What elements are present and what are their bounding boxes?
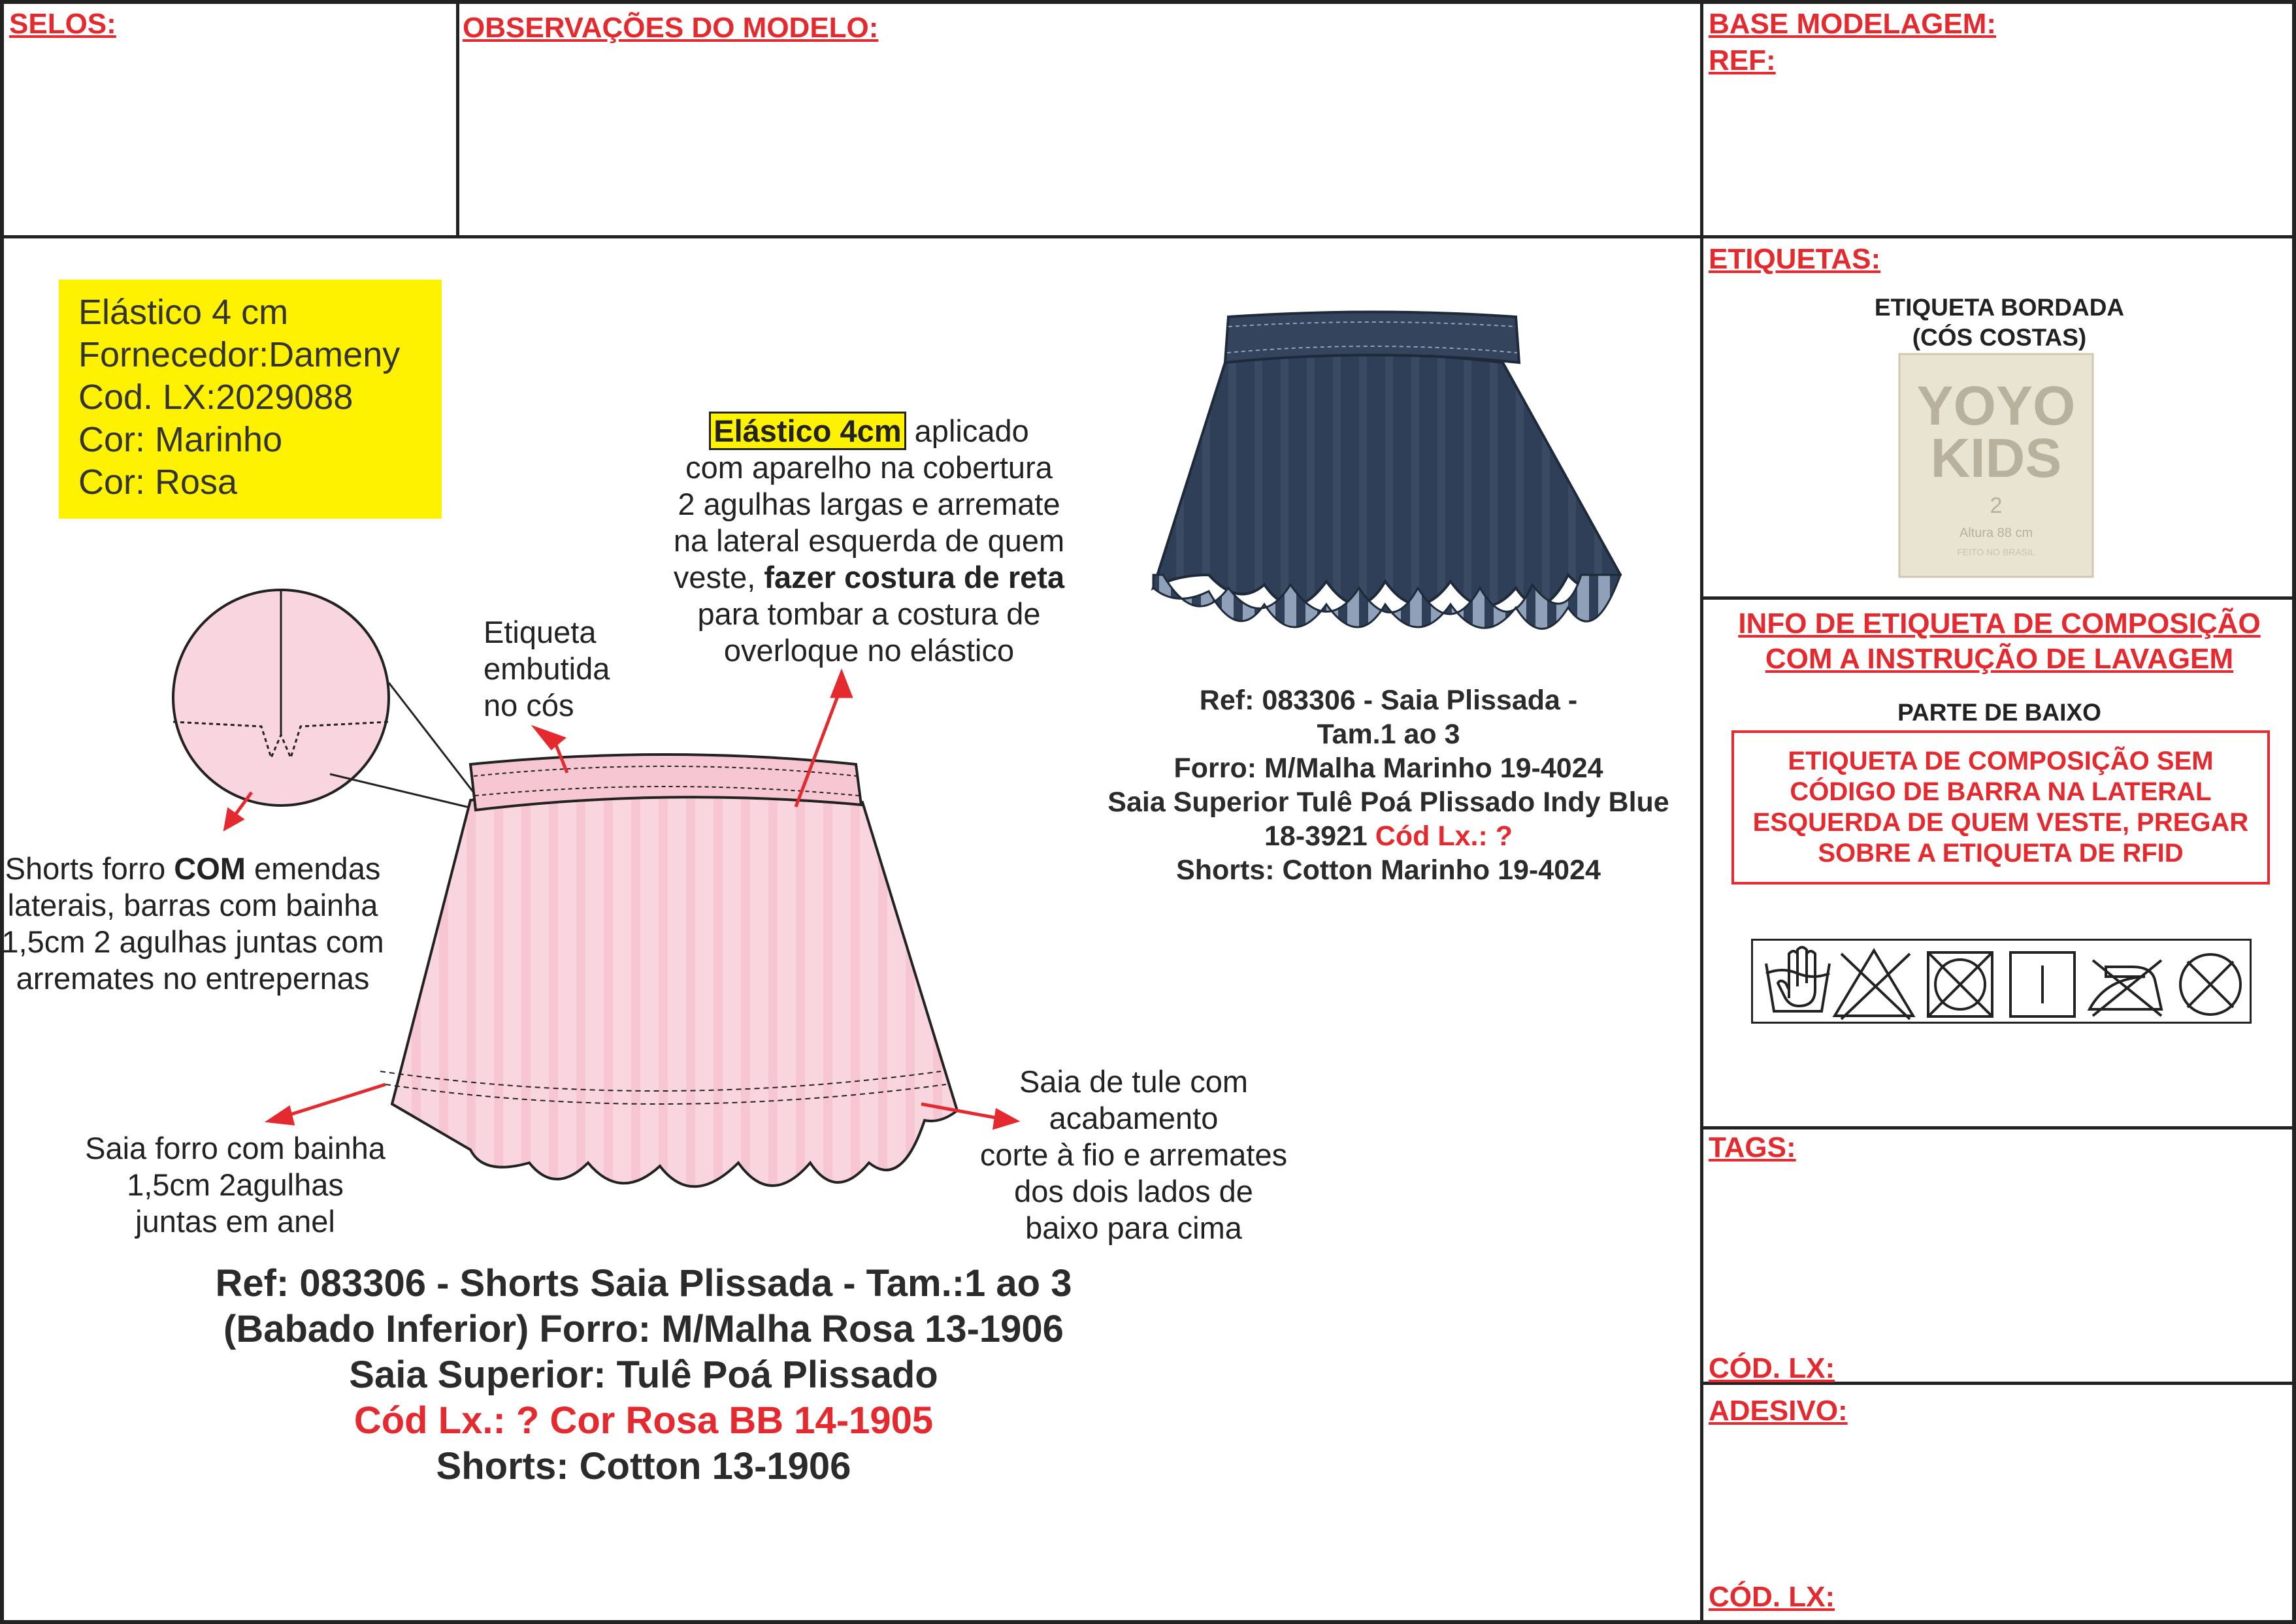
ref-label: REF: bbox=[1709, 44, 1776, 76]
etiquetas-label: ETIQUETAS: bbox=[1709, 243, 1881, 275]
selos-label: SELOS: bbox=[9, 8, 116, 40]
elastico-annotation: Elástico 4cm aplicado com aparelho na cobertura 2 agulhas largas e arremate na lateral esquerda de quem veste, fazer costura de reta para tombar a costura de overloque no elástico bbox=[640, 413, 1098, 669]
saia-tule-annotation: Saia de tule com acabamento corte à fio e arremates dos dois lados de baixo para cima bbox=[979, 1064, 1288, 1245]
etiqueta-bordada-label: ETIQUETA BORDADA (CÓS COSTAS) bbox=[1874, 294, 2125, 351]
elastic-info-line: Cor: Rosa bbox=[78, 463, 238, 502]
elastic-info-line: Fornecedor:Dameny bbox=[78, 335, 401, 374]
no-dry-clean-icon bbox=[2180, 954, 2240, 1015]
label-yoyo: YOYO bbox=[1916, 375, 2076, 436]
composicao-box: ETIQUETA DE COMPOSIÇÃO SEM CÓDIGO DE BARRA NA LATERAL ESQUERDA DE QUEM VESTE, PREGAR SOBRE A ETIQUETA DE RFID bbox=[1731, 730, 2270, 885]
elastic-info-line: Elástico 4 cm bbox=[78, 293, 289, 332]
label-size: 2 bbox=[1990, 493, 2003, 518]
navy-skirt-body bbox=[1153, 355, 1620, 606]
navy-product-caption: Ref: 083306 - Saia Plissada - Tam.1 ao 3 Forro: M/Malha Marinho 19-4024 Saia Superior Tulê Poá Plissado Indy Blue 18-3921 Cód Lx.: ? Shorts: Cotton Marinho 19-4024 bbox=[1107, 685, 1669, 886]
label-altura: Altura 88 cm bbox=[1959, 526, 2033, 540]
label-made: FEITO NO BRASIL bbox=[1957, 547, 2035, 557]
no-iron-icon bbox=[2090, 960, 2161, 1016]
hand-wash-icon bbox=[1766, 947, 1829, 1011]
line-dry-icon bbox=[2010, 952, 2075, 1016]
cod-lx-tags-label: CÓD. LX: bbox=[1709, 1352, 1835, 1384]
elastic-info-line: Cod. LX:2029088 bbox=[78, 378, 353, 417]
elastic-info-line: Cor: Marinho bbox=[78, 420, 283, 459]
observacoes-label: OBSERVAÇÕES DO MODELO: bbox=[463, 12, 879, 44]
yoyo-kids-label-image bbox=[1898, 353, 2094, 578]
tags-label: TAGS: bbox=[1709, 1131, 1796, 1163]
parte-de-baixo-label: PARTE DE BAIXO bbox=[1897, 699, 2101, 726]
navy-waistband bbox=[1225, 312, 1519, 363]
etiqueta-embutida-annotation: Etiqueta embutida no cós bbox=[484, 615, 610, 723]
adesivo-label: ADESIVO: bbox=[1709, 1395, 1848, 1427]
info-composicao-title: INFO DE ETIQUETA DE COMPOSIÇÃO COM A INSTRUÇÃO DE LAVAGEM bbox=[1738, 608, 2261, 675]
shorts-forro-annotation: Shorts forro COM emendas laterais, barras com bainha 1,5cm 2 agulhas juntas com arremates no entrepernas bbox=[1, 851, 384, 996]
saia-forro-annotation: Saia forro com bainha 1,5cm 2agulhas juntas em anel bbox=[85, 1131, 385, 1239]
base-modelagem-label: BASE MODELAGEM: bbox=[1709, 8, 1996, 40]
pink-product-caption: Ref: 083306 - Shorts Saia Plissada - Tam.:1 ao 3 (Babado Inferior) Forro: M/Malha Rosa 13-1906 Saia Superior: Tulê Poá Plissado Cód Lx.: ? Cor Rosa BB 14-1905 Shorts: Cotton 13-1906 bbox=[215, 1262, 1072, 1487]
elastico-highlight: Elástico 4cm bbox=[709, 412, 906, 450]
care-symbols-strip bbox=[1751, 939, 2252, 1024]
cod-lx-adesivo-label: CÓD. LX: bbox=[1709, 1581, 1835, 1613]
no-tumble-dry-icon bbox=[1928, 952, 1992, 1016]
label-kids: KIDS bbox=[1930, 427, 2062, 489]
no-bleach-icon bbox=[1835, 950, 1913, 1019]
